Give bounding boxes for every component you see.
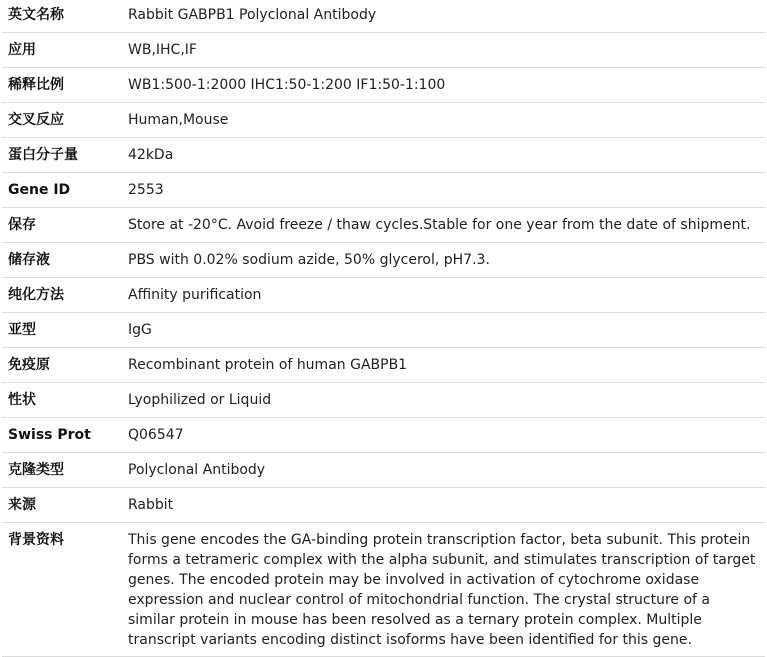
row-value: IgG [122,313,765,348]
row-value: Store at -20°C. Avoid freeze / thaw cycles.Stable for one year from the date of shipment. [122,208,765,243]
row-label: 应用 [2,33,122,68]
row-value: Rabbit [122,488,765,523]
row-value: WB,IHC,IF [122,33,765,68]
row-form [2,383,765,418]
row-application [2,33,765,68]
row-value: WB1:500-1:2000 IHC1:50-1:200 IF1:50-1:100 [122,68,765,103]
row-value: This gene encodes the GA-binding protein transcription factor, beta subunit. This protein forms a tetrameric complex with the alpha subunit, and stimulates transcription of target genes. The encoded protein may be involved in activation of cytochrome oxidase expression and nuclear control of mitochondrial function. The crystal structure of a similar protein in mouse has been resolved as a ternary protein complex. Multiple transcript variants encoding distinct isoforms have been identified for this gene. [122,523,765,657]
row-buffer [2,243,765,278]
row-value: Human,Mouse [122,103,765,138]
row-label: 交叉反应 [2,103,122,138]
row-host [2,488,765,523]
row-value: Polyclonal Antibody [122,453,765,488]
row-english-name [2,0,765,33]
row-value: 2553 [122,173,765,208]
row-clonality [2,453,765,488]
row-reactivity [2,103,765,138]
row-label: 性状 [2,383,122,418]
row-value: Recombinant protein of human GABPB1 [122,348,765,383]
row-swiss-prot [2,418,765,453]
row-value: Rabbit GABPB1 Polyclonal Antibody [122,0,765,33]
row-label: Gene ID [2,173,122,208]
row-molecular-weight [2,138,765,173]
row-storage [2,208,765,243]
row-label: 亚型 [2,313,122,348]
row-label: 纯化方法 [2,278,122,313]
row-label: 保存 [2,208,122,243]
row-gene-id [2,173,765,208]
row-value: PBS with 0.02% sodium azide, 50% glycerol, pH7.3. [122,243,765,278]
row-purification [2,278,765,313]
row-dilution [2,68,765,103]
row-value: Q06547 [122,418,765,453]
row-value: Affinity purification [122,278,765,313]
product-spec-table [2,0,765,657]
row-label: 免疫原 [2,348,122,383]
row-label: 英文名称 [2,0,122,33]
row-immunogen [2,348,765,383]
row-isotype [2,313,765,348]
row-label: 克隆类型 [2,453,122,488]
row-value: Lyophilized or Liquid [122,383,765,418]
row-label: 储存液 [2,243,122,278]
row-label: 背景资料 [2,523,122,657]
row-label: Swiss Prot [2,418,122,453]
row-label: 稀释比例 [2,68,122,103]
row-label: 蛋白分子量 [2,138,122,173]
row-background [2,523,765,657]
row-label: 来源 [2,488,122,523]
row-value: 42kDa [122,138,765,173]
